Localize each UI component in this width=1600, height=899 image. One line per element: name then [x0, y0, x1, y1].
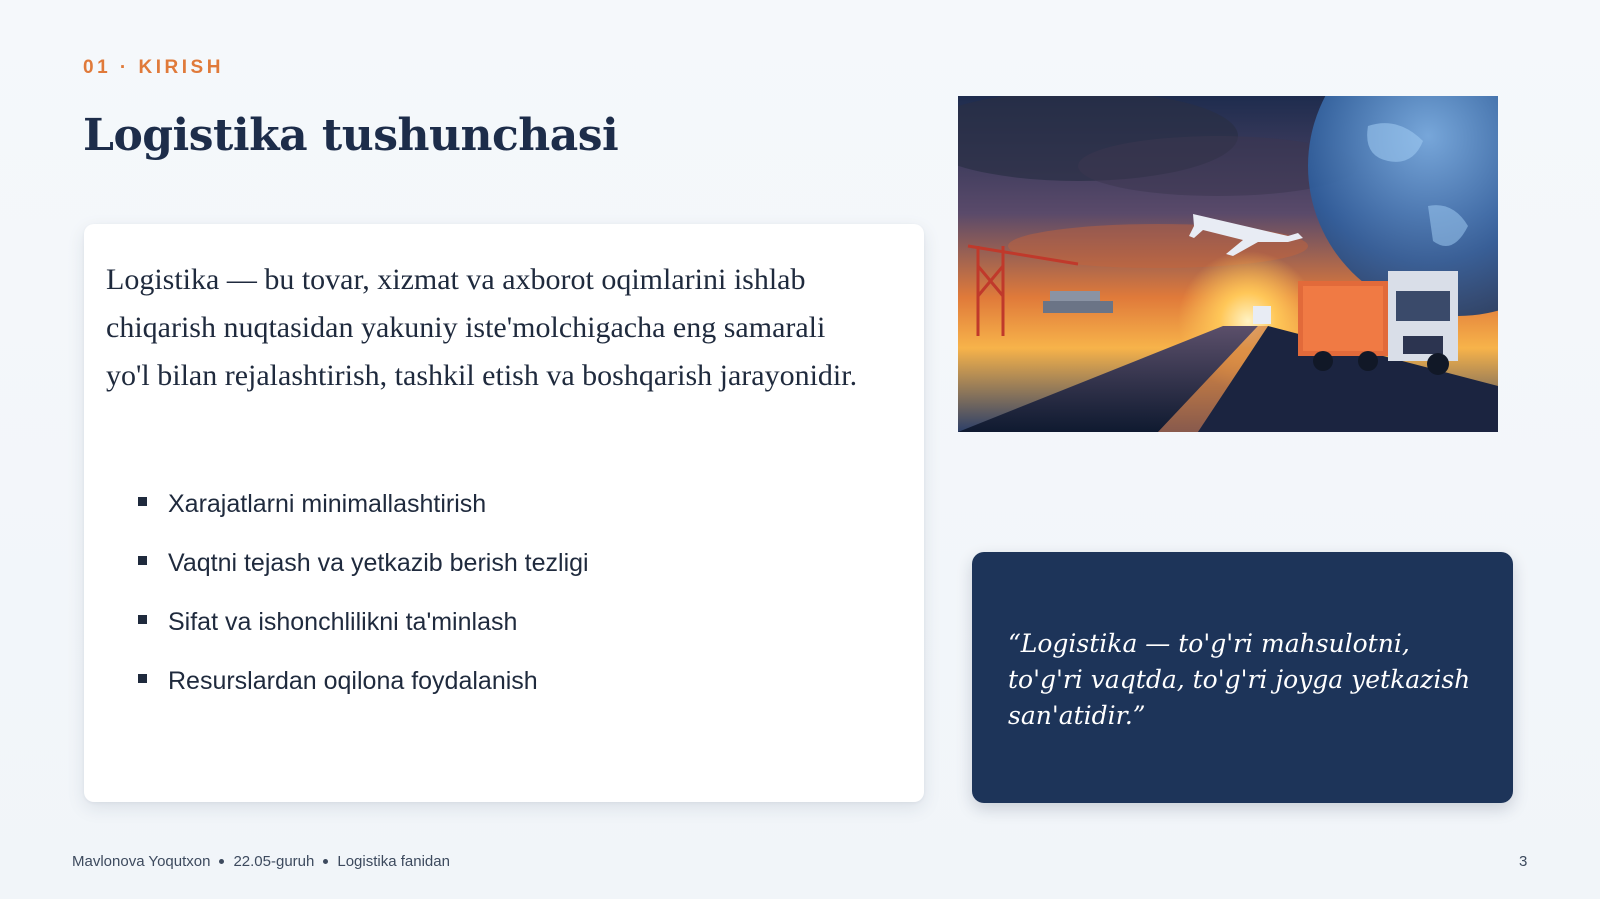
list-item [138, 663, 589, 722]
definition-card [84, 224, 924, 802]
list-item-text: Vaqtni tejash va yetkazib berish tezligi [168, 549, 589, 577]
footer-group: 22.05-guruh [233, 853, 315, 870]
square-bullet-icon [138, 497, 147, 506]
footer-subject: Logistika fanidan [337, 853, 450, 870]
separator-dot-icon [219, 859, 224, 864]
list-item [138, 604, 589, 663]
list-item-text: Sifat va ishonchlilikni ta'minlash [168, 608, 518, 636]
list-item-text: Xarajatlarni minimallashtirish [168, 490, 487, 518]
page-number: 3 [1519, 853, 1528, 870]
quote-text: “Logistika — to'g'ri mahsulotni, to'g'ri vaqtda, to'g'ri joyga yetkazish san'atidir.” [1008, 629, 1471, 730]
footer-author: Mavlonova Yoqutxon [72, 853, 211, 870]
section-label: 01 · KIRISH [83, 57, 224, 78]
separator-dot-icon [323, 859, 328, 864]
square-bullet-icon [138, 556, 147, 565]
benefits-list [138, 486, 589, 722]
list-item-text: Resurslardan oqilona foydalanish [168, 667, 538, 695]
quote-card [972, 552, 1513, 803]
definition-text: Logistika — bu tovar, xizmat va axborot oqimlarini ishlab chiqarish nuqtasidan yakuniy iste'molchigacha eng samarali yo'l bilan rejalashtirish, tashkil etish va boshqarish jarayonidir. [106, 263, 858, 392]
list-item [138, 545, 589, 604]
slide-title: Logistika tushunchasi [83, 110, 619, 161]
square-bullet-icon [138, 615, 147, 624]
footer [72, 853, 450, 870]
list-item [138, 486, 589, 545]
square-bullet-icon [138, 674, 147, 683]
logistics-illustration [958, 96, 1498, 432]
